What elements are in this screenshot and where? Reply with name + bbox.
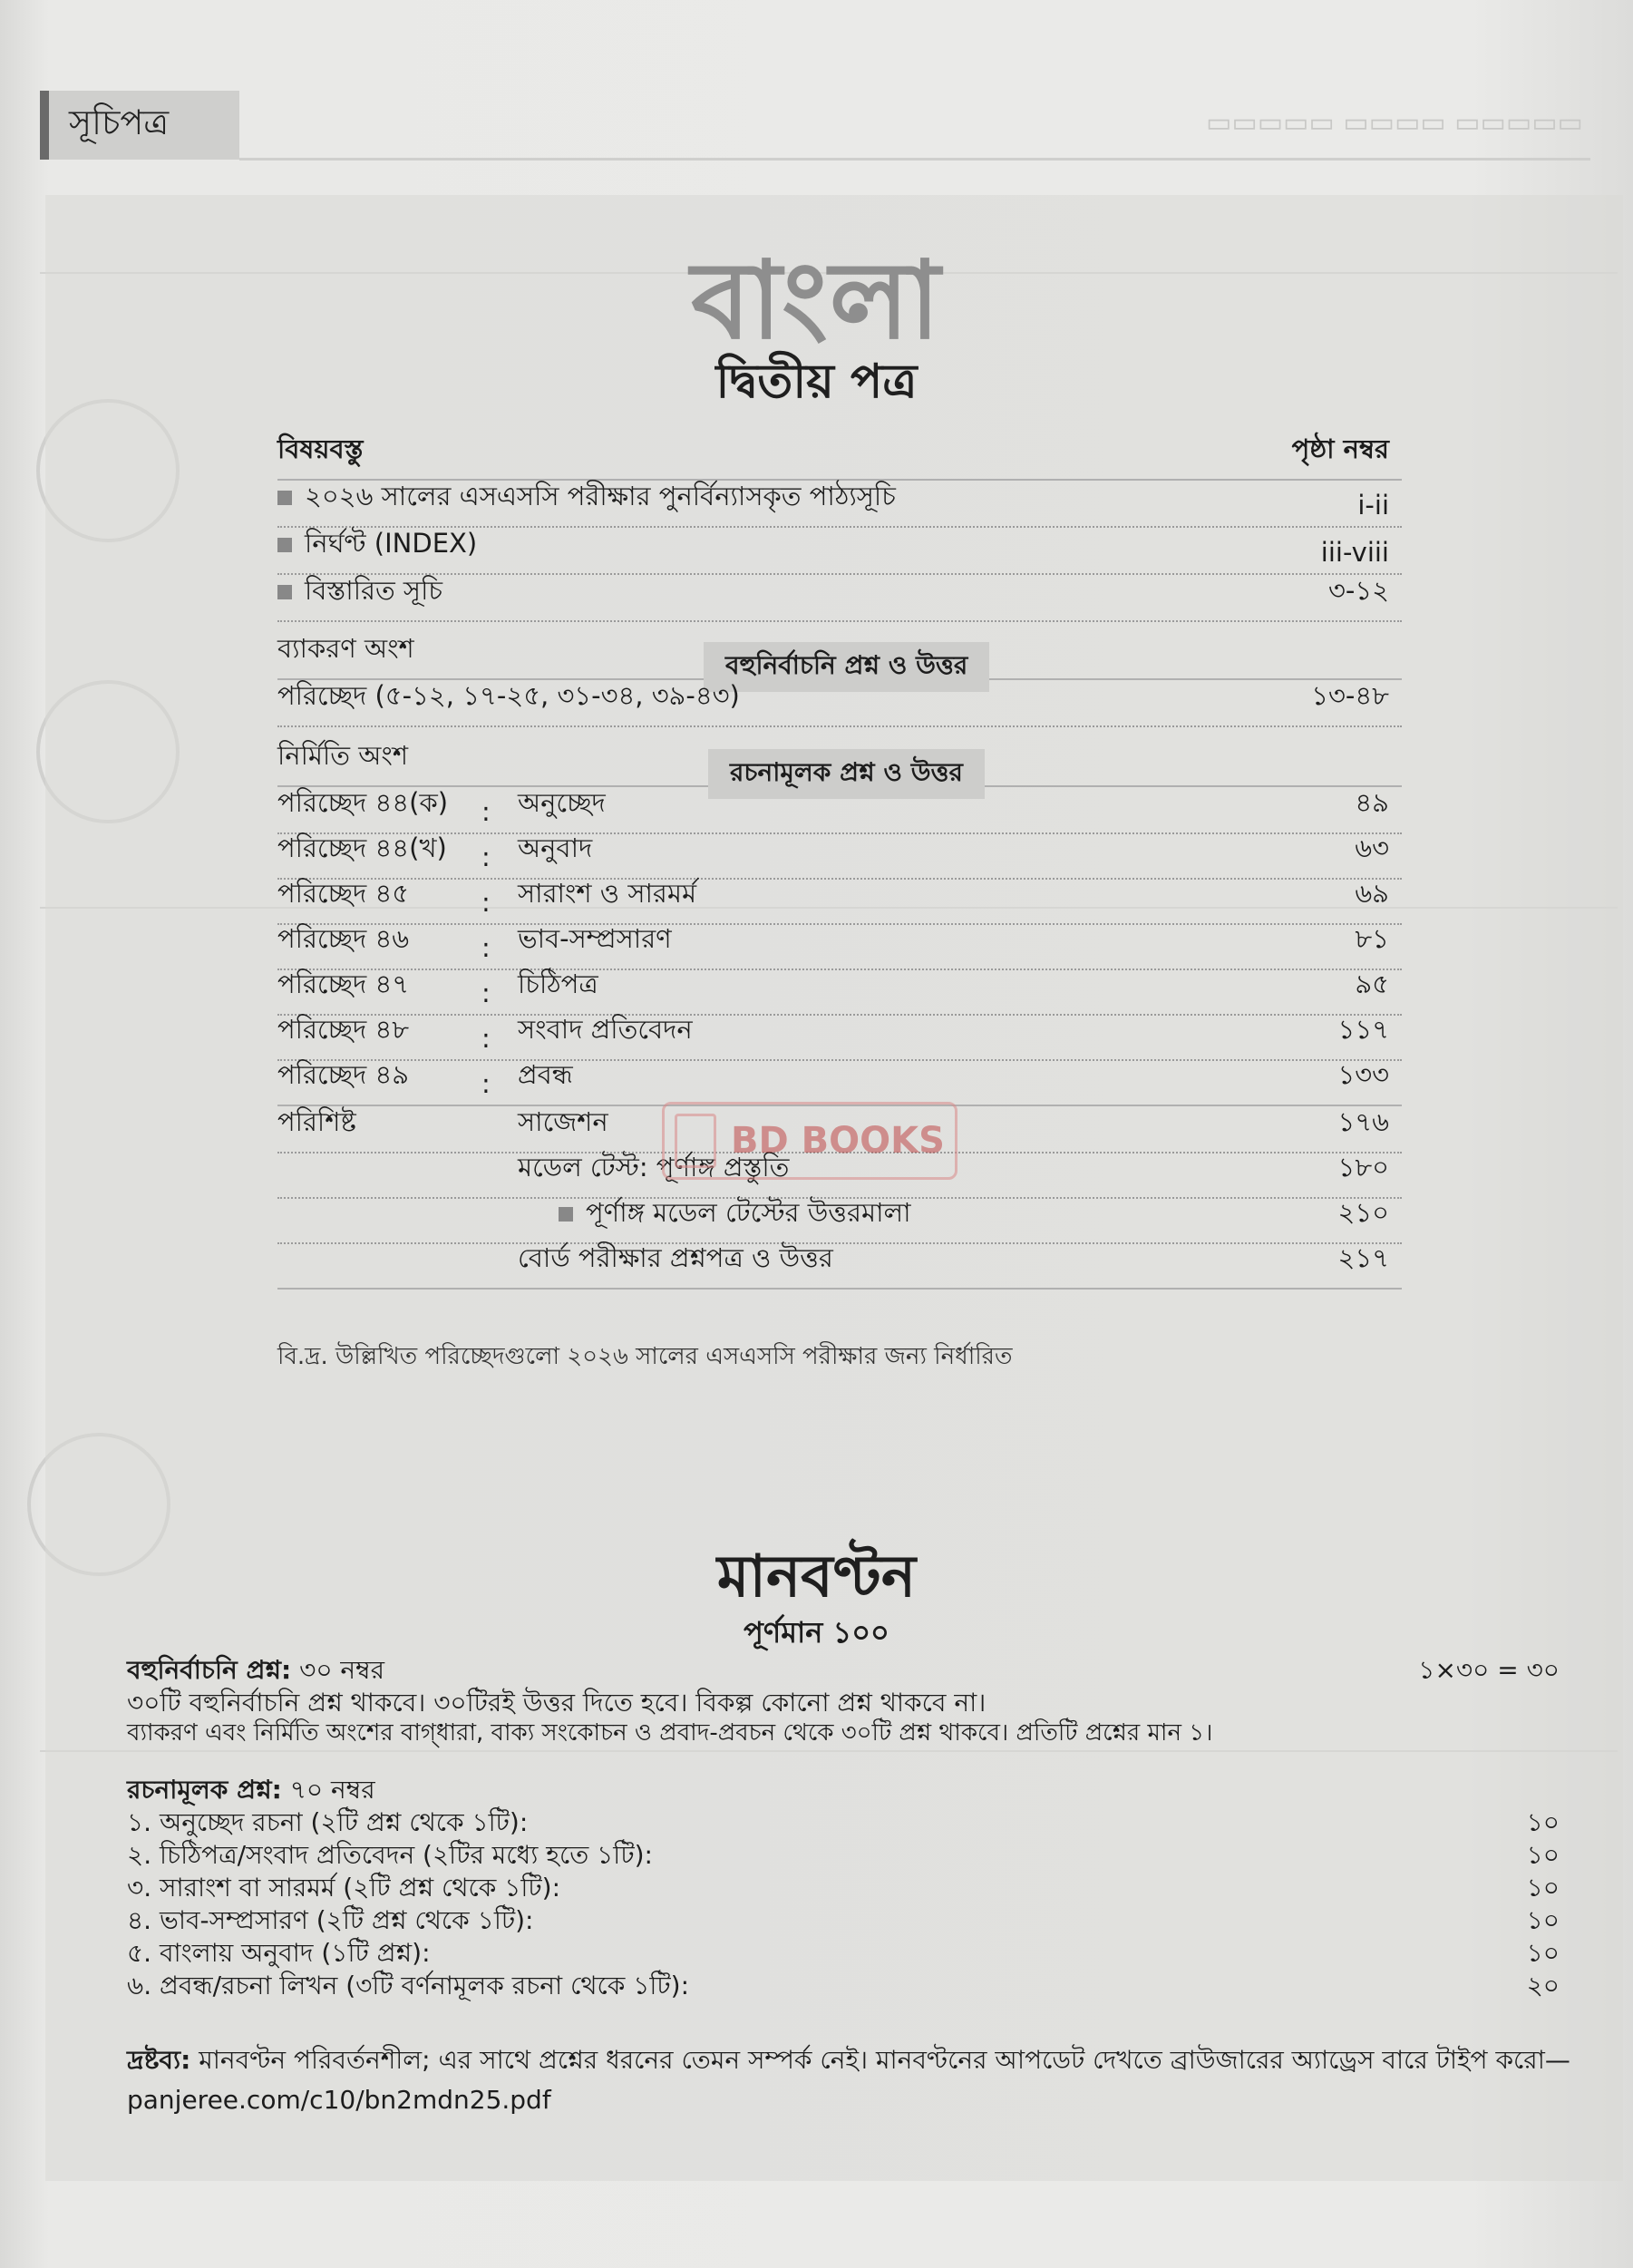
toc-item-chapter: পরিচ্ছেদ ৪৭ [277, 969, 410, 999]
header-rule [239, 158, 1590, 161]
mcq-heading-marks: ৩০ নম্বর [299, 1655, 385, 1685]
footnote-label: দ্রষ্টব্য: [127, 2045, 191, 2075]
bleed-through-text: ▭▭▭▭▭ ▭▭▭▭ ▭▭▭▭▭ [1206, 107, 1583, 139]
toc-item[interactable] [277, 1016, 1402, 1061]
toc-header-subject: বিষয়বস্তু [277, 433, 364, 464]
cq-item-text: ৬. প্রবন্ধ/রচনা লিখন (৩টি বর্ণনামূলক রচনা থেকে ১টি): [127, 1971, 690, 2000]
toc-item-topic: অনুচ্ছেদ [518, 787, 606, 818]
toc-item[interactable] [277, 1244, 1402, 1290]
bd-books-watermark [662, 1102, 957, 1180]
toc-item-page: ৪৯ [1355, 787, 1389, 818]
toc-item-topic: বোর্ড পরীক্ষার প্রশ্নপত্র ও উত্তর [518, 1242, 833, 1273]
toc-item-topic: মডেল টেস্ট: পূর্ণাঙ্গ প্রস্তুতি [518, 1152, 790, 1183]
cq-item-text: ৩. সারাংশ বা সারমর্ম (২টি প্রশ্ন থেকে ১টি): [127, 1873, 561, 1903]
toc-item[interactable] [277, 880, 1402, 925]
book-icon [675, 1114, 716, 1168]
square-bullet-icon [277, 491, 292, 505]
toc-item-topic: সংবাদ প্রতিবেদন [518, 1014, 693, 1045]
cq-badge: রচনামূলক প্রশ্ন ও উত্তর [708, 749, 985, 799]
toc-item-topic: সাজেশন [518, 1106, 608, 1137]
toc-item-chapter: পরিচ্ছেদ ৪৯ [277, 1059, 410, 1090]
cq-item-text: ৫. বাংলায় অনুবাদ (১টি প্রশ্ন): [127, 1938, 431, 1968]
toc-item-page: ৮১ [1355, 923, 1389, 954]
toc-item-chapter: পরিচ্ছেদ ৪৬ [277, 923, 410, 954]
mcq-line: ৩০টি বহুনির্বাচনি প্রশ্ন থাকবে। ৩০টিরই উত্তর দিতে হবে। বিকল্প কোনো প্রশ্ন থাকবে না। [127, 1688, 987, 1718]
book-title: বাংলা [691, 238, 942, 363]
toc-item-page: ১৮০ [1337, 1152, 1389, 1183]
mcq-badge: বহুনির্বাচনি প্রশ্ন ও উত্তর [704, 642, 989, 692]
toc-item-topic: অনুবাদ [518, 832, 593, 863]
cq-heading-label: রচনামূলক প্রশ্ন: [127, 1775, 282, 1805]
footnote-text: মানবণ্টন পরিবর্তনশীল; এর সাথে প্রশ্নের ধরনের তেমন সম্পর্ক নেই। মানবণ্টনের আপডেট দেখতে ব্রাউজারের অ্যাড্রেস বারে টাইপ করো— panjeree.com/c10/bn2mdn25.pdf [127, 2045, 1570, 2115]
toc-item-chapter: পরিচ্ছেদ ৪৮ [277, 1014, 410, 1045]
toc-item-colon: : [481, 1068, 491, 1099]
footnote [127, 2040, 1578, 2120]
cq-item-text: ১. অনুচ্ছেদ রচনা (২টি প্রশ্ন থেকে ১টি): [127, 1807, 529, 1837]
toc-item-topic: প্রবন্ধ [518, 1059, 573, 1090]
toc-item-colon: : [481, 796, 491, 827]
toc-item-label: ২০২৬ সালের এসএসসি পরীক্ষার পুনর্বিন্যাসকৃত পাঠ্যসূচি [305, 481, 896, 511]
toc-item[interactable] [277, 577, 1402, 622]
toc-item-label: পরিচ্ছেদ (৫-১২, ১৭-২৫, ৩১-৩৪, ৩৯-৪৩) [277, 680, 740, 711]
toc-item-chapter: পরিচ্ছেদ ৪৪(ক) [277, 787, 449, 818]
toc-item[interactable] [277, 925, 1402, 970]
square-bullet-icon [277, 538, 292, 552]
toc-item-colon: : [481, 932, 491, 963]
cq-item-marks: ১০ [1526, 1807, 1560, 1837]
toc-item-page: ১১৭ [1337, 1014, 1389, 1045]
toc-item-colon: : [481, 842, 491, 872]
toc-item[interactable] [277, 834, 1402, 880]
toc-item[interactable] [277, 1061, 1402, 1106]
cq-item-text: ২. চিঠিপত্র/সংবাদ প্রতিবেদন (২টির মধ্যে হতে ১টি): [127, 1840, 653, 1870]
toc-item-label: নির্ঘণ্ট (INDEX) [305, 528, 478, 559]
toc-item-page: ৩-১২ [1328, 575, 1389, 606]
mcq-formula: ১×৩০ = ৩০ [1418, 1655, 1560, 1685]
toc-note: বি.দ্র. উল্লিখিত পরিচ্ছেদগুলো ২০২৬ সালের এসএসসি পরীক্ষার জন্য নির্ধারিত [277, 1343, 1013, 1370]
composition-section-title: নির্মিতি অংশ [277, 740, 409, 771]
toc-item[interactable] [277, 682, 1402, 727]
mcq-heading-label: বহুনির্বাচনি প্রশ্ন: [127, 1655, 292, 1685]
toc-item[interactable] [277, 1199, 1402, 1244]
full-marks: পূর্ণমান ১০০ [744, 1615, 889, 1650]
toc-item-chapter: পরিচ্ছেদ ৪৪(খ) [277, 832, 447, 863]
square-bullet-icon [559, 1207, 573, 1222]
cq-heading-marks: ৭০ নম্বর [289, 1775, 375, 1805]
toc-item[interactable] [277, 970, 1402, 1016]
appendix-label: পরিশিষ্ট [277, 1106, 356, 1137]
grammar-section-title: ব্যাকরণ অংশ [277, 633, 414, 664]
marks-distribution-title: মানবণ্টন [716, 1543, 917, 1611]
toc-item-colon: : [481, 978, 491, 1008]
toc-item-topic: চিঠিপত্র [518, 969, 598, 999]
cq-item-marks: ১০ [1526, 1873, 1560, 1903]
watermark-text: BD BOOKS [731, 1120, 945, 1162]
toc-item-page: ৬৩ [1355, 832, 1389, 863]
square-bullet-icon [277, 585, 292, 599]
mcq-line: ব্যাকরণ এবং নির্মিতি অংশের বাগ্‌ধারা, বাক্য সংকোচন ও প্রবাদ-প্রবচন থেকে ৩০টি প্রশ্ন থাকবে। প্রতিটি প্রশ্নের মান ১। [127, 1719, 1213, 1747]
toc-item-page: ২১০ [1337, 1197, 1389, 1228]
cq-item-marks: ২০ [1526, 1971, 1560, 2000]
toc-item[interactable] [277, 482, 1402, 528]
toc-item-topic: ভাব-সম্প্রসারণ [518, 923, 672, 954]
toc-item-page: ৬৯ [1355, 878, 1389, 909]
cq-item-marks: ১০ [1526, 1905, 1560, 1935]
toc-item-label: বিস্তারিত সূচি [305, 575, 443, 606]
toc-item-page: ২১৭ [1337, 1242, 1389, 1273]
toc-item[interactable] [277, 530, 1402, 575]
toc-item-page: ১৭৬ [1337, 1106, 1389, 1137]
toc-item-colon: : [481, 1023, 491, 1054]
toc-item-chapter: পরিচ্ছেদ ৪৫ [277, 878, 410, 909]
section-tag: সূচিপত্র [40, 91, 239, 160]
toc-header-page: পৃষ্ঠা নম্বর [1291, 433, 1389, 464]
cq-item-marks: ১০ [1526, 1938, 1560, 1968]
book-subtitle: দ্বিতীয় পত্র [715, 355, 918, 409]
toc-item-topic: পূর্ণাঙ্গ মডেল টেস্টের উত্তরমালা [586, 1197, 911, 1228]
toc-item-page: ৯৫ [1355, 969, 1389, 999]
toc-item-colon: : [481, 887, 491, 918]
cq-item [127, 1966, 1578, 2009]
cq-item-text: ৪. ভাব-সম্প্রসারণ (২টি প্রশ্ন থেকে ১টি): [127, 1905, 534, 1935]
toc-item-topic: সারাংশ ও সারমর্ম [518, 878, 697, 909]
toc-header [277, 435, 1402, 481]
toc-item-page: ১৩-৪৮ [1311, 680, 1389, 711]
cq-item-marks: ১০ [1526, 1840, 1560, 1870]
toc-item-page: iii-viii [1320, 537, 1389, 568]
toc-item-page: i-ii [1357, 490, 1389, 521]
toc-item-page: ১৩৩ [1337, 1059, 1389, 1090]
